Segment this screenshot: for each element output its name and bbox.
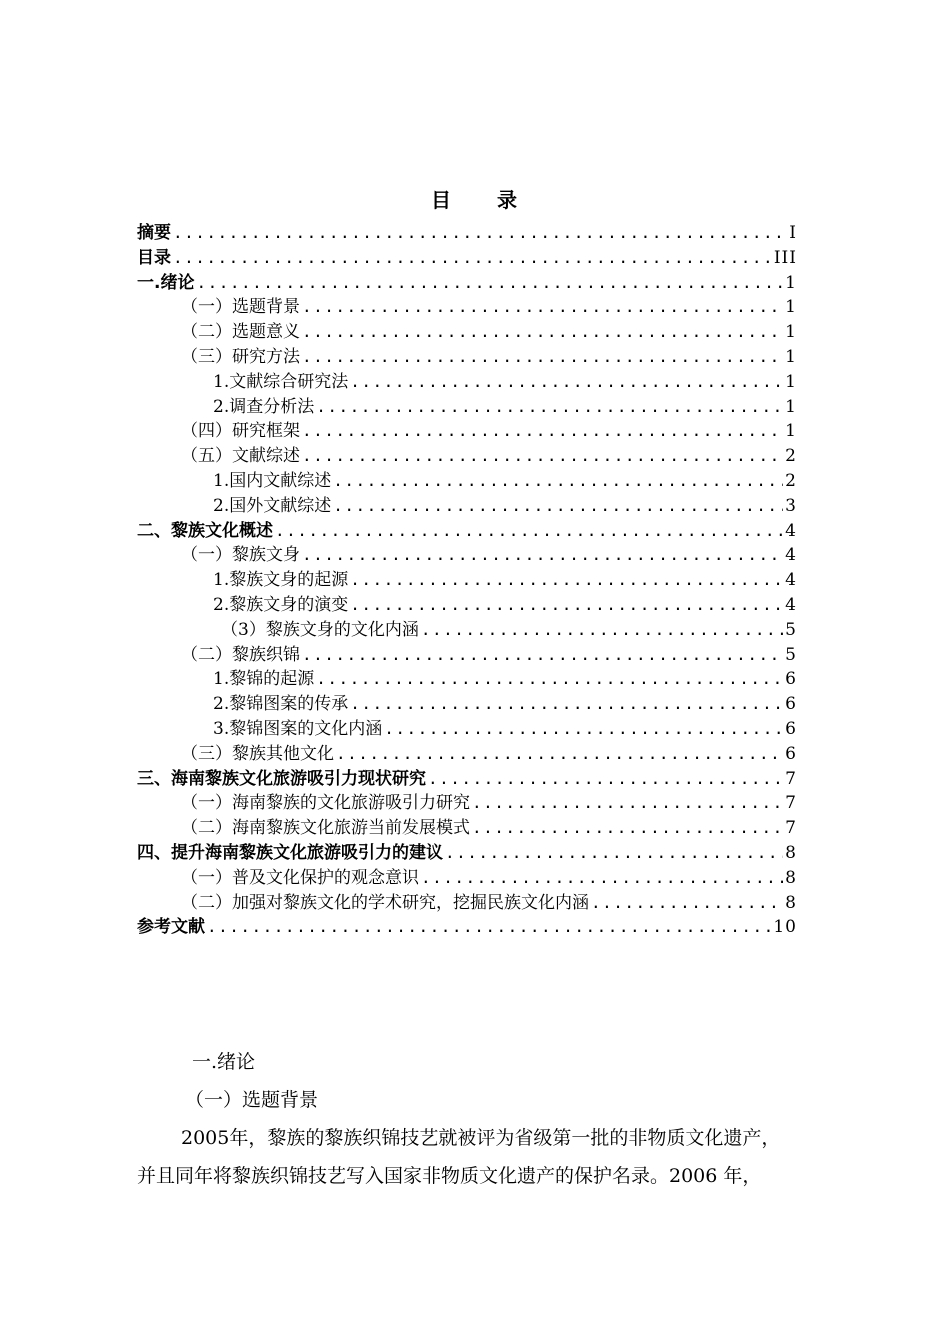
toc-entry[interactable] [137,395,797,420]
toc-entry-page: 10 [773,917,797,938]
subsection-heading: （一）选题背景 [185,1089,319,1111]
toc-entry-page: 1 [785,322,797,343]
toc-entry[interactable] [137,618,797,643]
toc-entry-page: 8 [785,867,797,888]
toc-entry[interactable] [137,494,797,519]
toc-leader-dots [384,717,783,742]
toc-entry[interactable] [137,543,797,568]
toc-entry[interactable] [137,742,797,767]
toc-entry[interactable] [137,816,797,841]
toc-entry-page: 1 [785,346,797,367]
toc-entry-label: 2.黎锦图案的传承 [213,694,349,715]
toc-entry-page: 4 [785,594,797,615]
toc-entry-label: 一.绪论 [137,272,195,293]
toc-leader-dots [196,271,783,296]
toc-entry-page: 1 [785,297,797,318]
toc-leader-dots [302,444,783,469]
toc-entry-label: （一）普及文化保护的观念意识 [181,867,419,888]
toc-leader-dots [316,395,783,420]
toc-entry[interactable] [137,345,797,370]
toc-leader-dots [302,295,783,320]
toc-entry[interactable] [137,643,797,668]
toc-entry-page: 1 [785,421,797,442]
toc-entry-label: （二）加强对黎族文化的学术研究，挖掘民族文化内涵 [181,892,589,913]
toc-entry-label: 1.黎锦的起源 [213,669,315,690]
toc-entry[interactable] [137,246,797,271]
toc-entry-label: 3.黎锦图案的文化内涵 [213,718,383,739]
toc-leader-dots [421,866,783,891]
toc-entry[interactable] [137,568,797,593]
toc-entry[interactable] [137,593,797,618]
toc-entry-label: （一）选题背景 [181,297,300,318]
toc-entry-label: 2.国外文献综述 [213,495,332,516]
toc-entry-page: 6 [785,669,797,690]
paragraph-line: 并且同年将黎族织锦技艺写入国家非物质文化遗产的保护名录。2006 年， [137,1165,762,1187]
toc-leader-dots [445,841,783,866]
toc-entry-label: （一）海南黎族的文化旅游吸引力研究 [181,793,470,814]
toc-entry-page: 3 [785,495,797,516]
toc-entry-page: 6 [785,694,797,715]
toc-entry-label: 二、黎族文化概述 [137,520,273,541]
toc-entry-label: （五）文献综述 [181,446,300,467]
toc-leader-dots [302,543,783,568]
toc-entry-label: 2.黎族文身的演变 [213,594,349,615]
toc-entry-label: （二）黎族织锦 [181,644,300,665]
toc-leader-dots [428,767,783,792]
toc-entry[interactable] [137,370,797,395]
toc-entry-label: 1.文献综合研究法 [213,371,349,392]
toc-entry[interactable] [137,419,797,444]
toc-leader-dots [350,692,783,717]
toc-leader-dots [472,791,783,816]
toc-entry-page: 8 [785,842,797,863]
toc-entry[interactable] [137,891,797,916]
toc-entry-label: （3）黎族文身的文化内涵 [221,619,419,640]
toc-entry-page: 5 [785,619,797,640]
toc-entry[interactable] [137,717,797,742]
toc-entry[interactable] [137,271,797,296]
toc-entry-page: 4 [785,570,797,591]
toc-entry-page: 6 [785,743,797,764]
toc-entry-page: 4 [785,545,797,566]
toc-entry-page: 1 [785,371,797,392]
toc-entry-label: 1.国内文献综述 [213,470,332,491]
toc-entry-page: 2 [785,470,797,491]
toc-leader-dots [302,345,783,370]
toc-leader-dots [302,320,783,345]
toc-entry-label: 1.黎族文身的起源 [213,570,349,591]
toc-entry-label: 2.调查分析法 [213,396,315,417]
toc-entry-page: 1 [785,272,797,293]
toc-leader-dots [591,891,783,916]
toc-entry-label: （四）研究框架 [181,421,300,442]
toc-entry-label: （三）研究方法 [181,346,300,367]
toc-entry[interactable] [137,767,797,792]
toc-entry-label: 三、海南黎族文化旅游吸引力现状研究 [137,768,426,789]
toc-leader-dots [302,419,783,444]
toc-leader-dots [275,519,783,544]
toc-entry[interactable] [137,320,797,345]
toc-leader-dots [421,618,783,643]
toc-entry-page: 7 [785,818,797,839]
toc-leader-dots [350,593,783,618]
toc-entry-label: 目录 [137,247,171,268]
toc-entry-page: 8 [785,892,797,913]
toc-leader-dots [350,370,783,395]
toc-entry-label: （二）选题意义 [181,322,300,343]
toc-entry-page: 4 [785,520,797,541]
toc-entry-page: 7 [785,768,797,789]
toc-leader-dots [333,494,783,519]
toc-entry[interactable] [137,866,797,891]
toc-entry[interactable] [137,221,797,246]
toc-entry-page: 7 [785,793,797,814]
toc-entry-label: 摘要 [137,223,171,243]
paragraph-line: 2005年，黎族的黎族织锦技艺就被评为省级第一批的非物质文化遗产， [181,1127,781,1149]
toc-leader-dots [316,667,783,692]
toc-entry[interactable] [137,469,797,494]
toc-entry-page: III [773,247,797,268]
toc-entry[interactable] [137,519,797,544]
toc-entry-page: 2 [785,446,797,467]
toc-entry-page: 1 [785,396,797,417]
toc-entry[interactable] [137,295,797,320]
toc-leader-dots [333,469,783,494]
toc-entry-label: （二）海南黎族文化旅游当前发展模式 [181,818,470,839]
toc-entry[interactable] [137,667,797,692]
table-of-contents [137,221,797,940]
toc-leader-dots [302,643,783,668]
toc-leader-dots [350,568,783,593]
toc-entry-label: 参考文献 [137,917,205,938]
toc-leader-dots [472,816,783,841]
toc-leader-dots [336,742,783,767]
toc-leader-dots [173,246,772,271]
toc-entry[interactable] [137,444,797,469]
toc-entry-label: （三）黎族其他文化 [181,743,334,764]
toc-entry-label: （一）黎族文身 [181,545,300,566]
toc-entry-label: 四、提升海南黎族文化旅游吸引力的建议 [137,842,443,863]
toc-title: 目 录 [431,188,519,212]
section-heading: 一.绪论 [192,1051,256,1073]
toc-entry[interactable] [137,915,797,940]
toc-entry[interactable] [137,692,797,717]
toc-entry[interactable] [137,841,797,866]
toc-entry[interactable] [137,791,797,816]
toc-leader-dots [207,915,771,940]
toc-entry-page: I [789,223,797,243]
toc-entry-page: 6 [785,718,797,739]
toc-leader-dots [173,221,787,246]
toc-entry-page: 5 [785,644,797,665]
